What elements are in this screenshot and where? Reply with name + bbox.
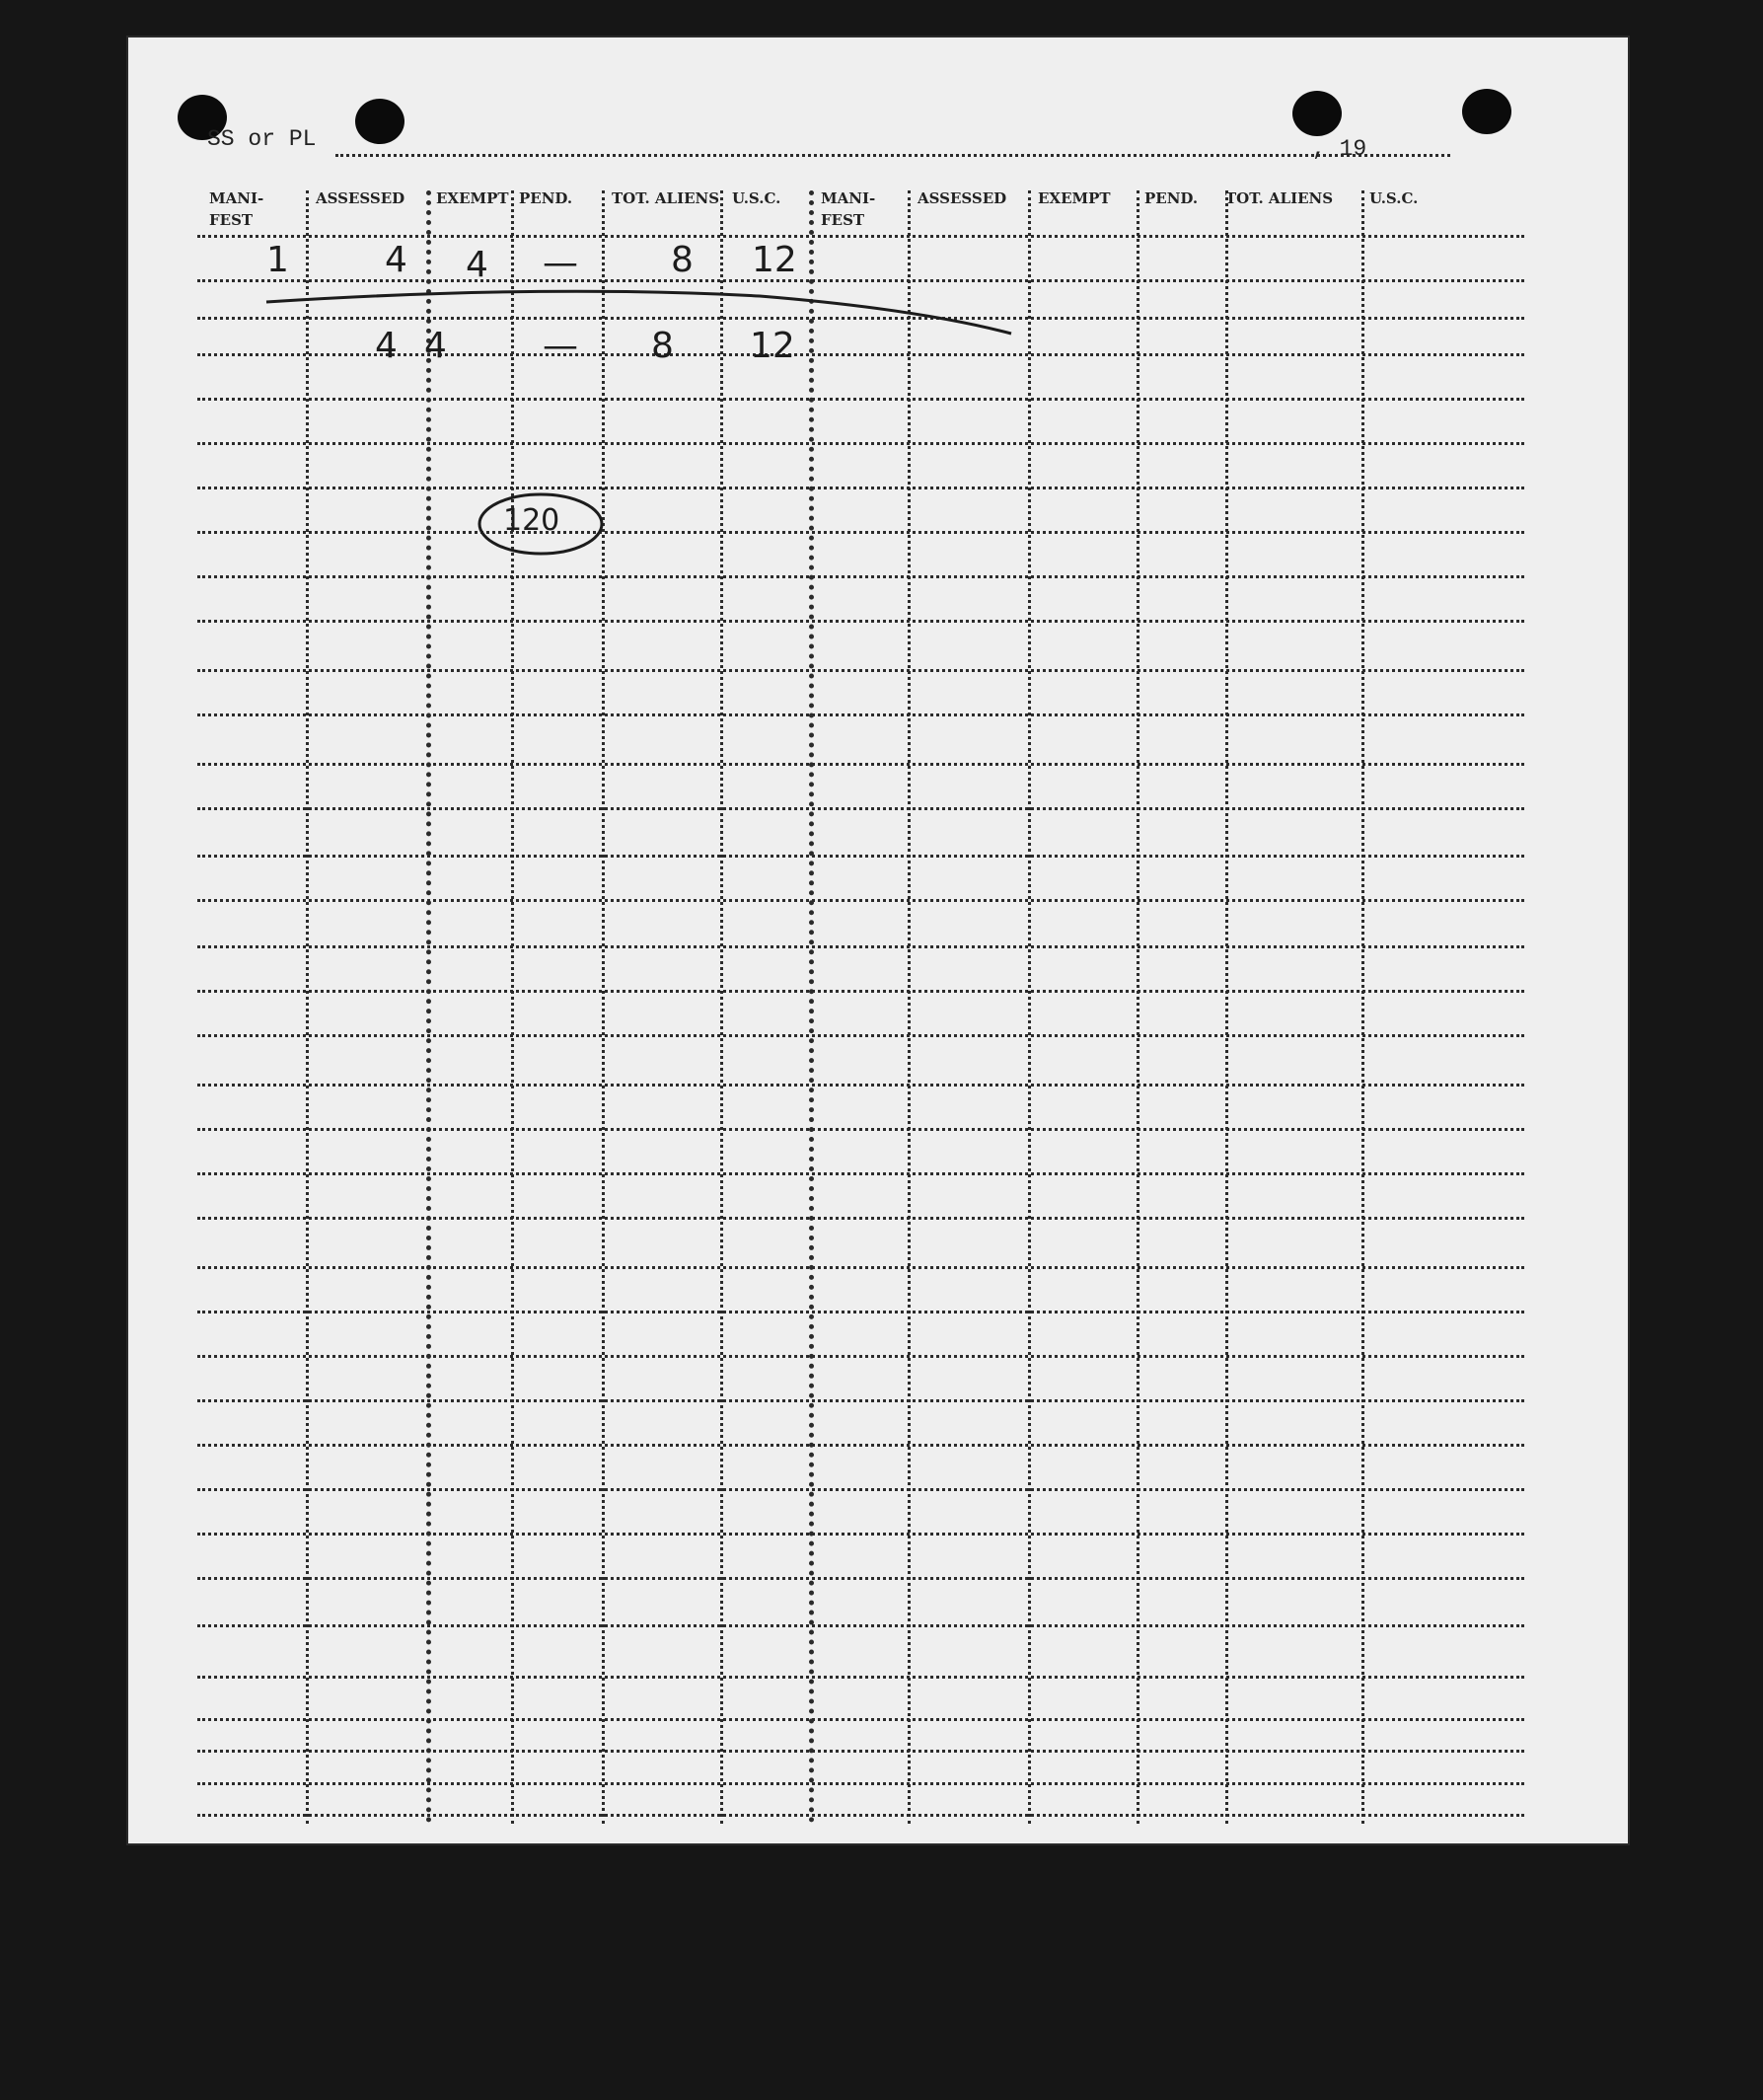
total-underline-stroke <box>266 291 1011 334</box>
form-sheet <box>128 38 1628 1843</box>
col-header: TOT. ALIENS <box>612 189 720 207</box>
handwritten-total: — <box>543 326 578 366</box>
col-header: EXEMPT <box>1038 189 1111 207</box>
col-header: U.S.C. <box>732 189 781 207</box>
col-header: MANI- FEST <box>209 189 264 229</box>
handwritten-entry: — <box>543 243 578 283</box>
col-header: ASSESSED <box>316 189 405 207</box>
col-header: PEND. <box>519 189 573 207</box>
handwritten-total: 4 <box>375 326 398 366</box>
date-suffix: , 19 <box>1312 136 1367 162</box>
handwritten-entry: 1 <box>266 240 289 280</box>
col-header: PEND. <box>1144 189 1199 207</box>
handwritten-entry: 4 <box>385 240 407 280</box>
handwritten-entry: 8 <box>671 240 694 280</box>
col-header: EXEMPT <box>436 189 509 207</box>
col-header: ASSESSED <box>918 189 1007 207</box>
handwritten-entry: 12 <box>752 240 797 280</box>
handwritten-total: 4 <box>424 326 447 366</box>
handwritten-entry: 4 <box>466 245 488 285</box>
col-header: MANI- FEST <box>821 189 876 229</box>
col-header: U.S.C. <box>1369 189 1419 207</box>
handwritten-total: 12 <box>750 326 795 366</box>
handwritten-total: 8 <box>651 326 674 366</box>
circled-number: 120 <box>503 503 560 538</box>
col-header: TOT. ALIENS <box>1225 189 1334 207</box>
handwriting-strokes <box>128 38 1628 1843</box>
form-title: SS or PL <box>207 126 317 152</box>
